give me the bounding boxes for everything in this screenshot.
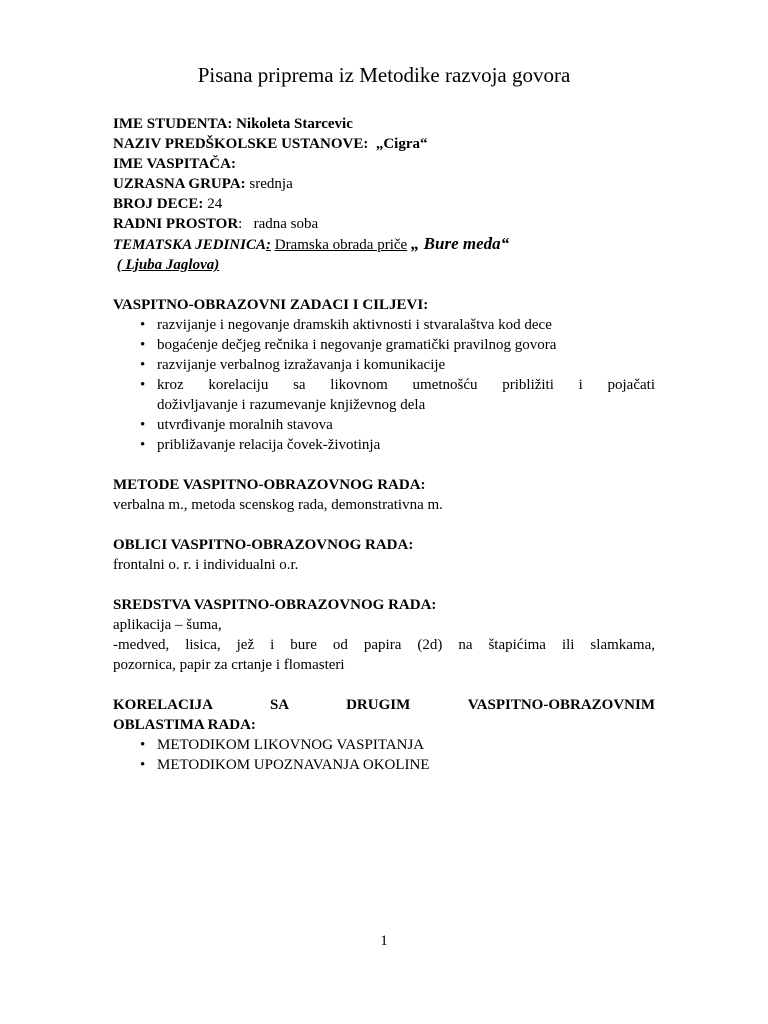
group-value: srednja: [249, 176, 293, 192]
children-label: BROJ DECE:: [113, 196, 204, 212]
room-value: radna soba: [253, 216, 319, 232]
list-item-continuation: doživljavanje i razumevanje književnog dela: [157, 397, 426, 413]
forms-heading: OBLICI VASPITNO-OBRAZOVNOG RADA:: [113, 537, 414, 553]
children-value: 24: [207, 196, 223, 212]
resources-line2: -medved, lisica, jež i bure od papira (2d) na štapićima ili slamkama,: [113, 637, 655, 653]
room-line: [113, 214, 655, 234]
list-item: • približavanje relacija čovek-životinja: [113, 435, 655, 455]
room-label: RADNI PROSTOR: [113, 216, 239, 232]
resources-line1: aplikacija – šuma,: [113, 617, 222, 633]
methods-heading: METODE VASPITNO-OBRAZOVNOG RADA:: [113, 477, 426, 493]
goals-heading: VASPITNO-OBRAZOVNI ZADACI I CILJEVI:: [113, 297, 429, 313]
children-line: [113, 194, 655, 214]
list-item: • bogaćenje dečjeg rečnika i negovanje gramatički pravilnog govora: [113, 335, 655, 355]
list-item: [113, 375, 655, 415]
institution-label: NAZIV PREDŠKOLSKE USTANOVE:: [113, 136, 369, 152]
student-value: Nikoleta Starcevic: [236, 116, 353, 132]
list-item: • METODIKOM LIKOVNOG VASPITANJA: [113, 735, 655, 755]
methods-text: verbalna m., metoda scenskog rada, demonstrativna m.: [113, 497, 443, 513]
document-page: [113, 62, 655, 775]
teacher-label: IME VASPITAČA:: [113, 156, 236, 172]
student-label: IME STUDENTA:: [113, 116, 233, 132]
resources-line3: pozornica, papir za crtanje i flomasteri: [113, 657, 345, 673]
theme-label: TEMATSKA JEDINICA: [113, 237, 266, 253]
forms-section: [113, 535, 655, 575]
institution-value: „Cigra“: [375, 136, 428, 152]
resources-heading: SREDSTVA VASPITNO-OBRAZOVNOG RADA:: [113, 597, 437, 613]
correlation-list: [113, 735, 655, 775]
resources-section: [113, 595, 655, 675]
group-label: UZRASNA GRUPA:: [113, 176, 246, 192]
room-colon: :: [238, 216, 243, 232]
goals-list: [113, 315, 655, 455]
list-item: • razvijanje verbalnog izražavanja i komunikacije: [113, 355, 655, 375]
goals-section: [113, 295, 655, 455]
theme-colon: :: [265, 237, 271, 253]
theme-line: [113, 234, 655, 255]
theme-story: „ Bure meda“: [410, 234, 510, 253]
correlation-heading-line2: OBLASTIMA RADA:: [113, 717, 256, 733]
page-number: 1: [380, 933, 388, 949]
theme-author: ( Ljuba Jaglova): [116, 257, 220, 273]
info-block: [113, 114, 655, 275]
institution-line: [113, 134, 655, 154]
list-item: • utvrđivanje moralnih stavova: [113, 415, 655, 435]
forms-text: frontalni o. r. i individualni o.r.: [113, 557, 299, 573]
student-line: [113, 114, 655, 134]
correlation-heading-line1: KORELACIJA SA DRUGIM VASPITNO-OBRAZOVNIM: [113, 697, 655, 713]
teacher-line: [113, 154, 655, 174]
list-item: • METODIKOM UPOZNAVANJA OKOLINE: [113, 755, 655, 775]
list-item: • razvijanje i negovanje dramskih aktivnosti i stvaralaštva kod dece: [113, 315, 655, 335]
document-title: Pisana priprema iz Metodike razvoja govora: [197, 63, 571, 87]
methods-section: [113, 475, 655, 515]
group-line: [113, 174, 655, 194]
list-item-line: • kroz korelaciju sa likovnom umetnošću približiti i pojačati: [157, 377, 655, 393]
theme-value: Dramska obrada priče: [274, 237, 408, 253]
correlation-section: [113, 695, 655, 775]
theme-author-line: [113, 255, 655, 275]
